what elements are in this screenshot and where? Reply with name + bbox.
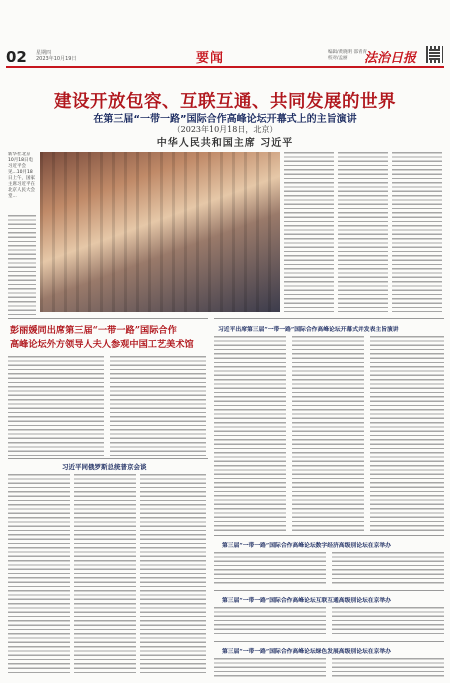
masthead bbox=[6, 46, 444, 68]
lead-body-text bbox=[8, 215, 36, 315]
green-forum-headline: 第三届“一带一路”国际合作高峰论坛绿色发展高级别论坛在京举办 bbox=[222, 649, 391, 655]
divider bbox=[214, 535, 444, 536]
news-photo bbox=[40, 152, 280, 312]
lead-body-text bbox=[392, 152, 442, 312]
newspaper-logo: 法治日报 bbox=[364, 51, 417, 66]
qr-code-icon bbox=[426, 46, 443, 63]
issue-date bbox=[36, 50, 76, 62]
peng-story-text bbox=[8, 356, 104, 456]
xi-putin-text bbox=[8, 474, 70, 674]
digital-forum-text bbox=[332, 552, 444, 586]
date: 2023年10月19日 bbox=[36, 56, 77, 62]
peng-story-headline bbox=[10, 324, 206, 352]
connectivity-forum-text bbox=[214, 607, 326, 637]
peng-story-text bbox=[110, 356, 206, 456]
xi-putin-text bbox=[140, 474, 206, 674]
lead-byline: 中华人民共和国主席 习近平 bbox=[156, 138, 294, 149]
divider bbox=[8, 458, 208, 459]
peng-headline-line2: 高峰论坛外方领导人夫人参观中国工艺美术馆 bbox=[10, 339, 194, 350]
digital-forum-headline: 第三届“一带一路”国际合作高峰论坛数字经济高级别论坛在京举办 bbox=[222, 543, 391, 549]
divider bbox=[8, 318, 208, 319]
xi-speech-text bbox=[214, 336, 286, 531]
lead-dateline: （2023年10月18日，北京） bbox=[172, 125, 278, 134]
lead-subheadline: 在第三届“一带一路”国际合作高峰论坛开幕式上的主旨演讲 bbox=[93, 114, 357, 125]
lead-body-text bbox=[338, 152, 388, 312]
xi-speech-headline: 习近平出席第三届“一带一路”国际合作高峰论坛开幕式并发表主旨演讲 bbox=[218, 327, 399, 333]
editor-credits bbox=[328, 50, 367, 62]
xi-speech-text bbox=[292, 336, 364, 531]
proofreader-line: 校对/孟丽 bbox=[328, 56, 348, 61]
peng-headline-line1: 彭丽媛同出席第三届“一带一路”国际合作 bbox=[10, 325, 177, 336]
xi-speech-text bbox=[370, 336, 444, 531]
weekday: 星期四 bbox=[36, 50, 52, 56]
divider bbox=[214, 590, 444, 591]
divider bbox=[214, 318, 444, 319]
divider bbox=[214, 641, 444, 642]
page-number: 02 bbox=[6, 48, 27, 66]
digital-forum-text bbox=[214, 552, 326, 586]
connectivity-forum-headline: 第三届“一带一路”国际合作高峰论坛互联互通高级别论坛在京举办 bbox=[222, 598, 391, 604]
editor-line: 编辑/黄晓明 邵青青 bbox=[328, 50, 367, 55]
xi-putin-text bbox=[74, 474, 136, 674]
connectivity-forum-text bbox=[332, 607, 444, 637]
lead-headline: 建设开放包容、互联互通、共同发展的世界 bbox=[54, 92, 396, 112]
photo-caption: 新华社北京10月18日电 习近平会见...10月18日上午，国家主席习近平在北京人民大会堂... bbox=[8, 152, 35, 199]
green-forum-text bbox=[214, 658, 326, 678]
lead-body-text bbox=[284, 152, 334, 312]
green-forum-text bbox=[332, 658, 444, 678]
section-title: 要闻 bbox=[196, 51, 225, 66]
xi-putin-headline: 习近平同俄罗斯总统普京会谈 bbox=[62, 463, 147, 471]
